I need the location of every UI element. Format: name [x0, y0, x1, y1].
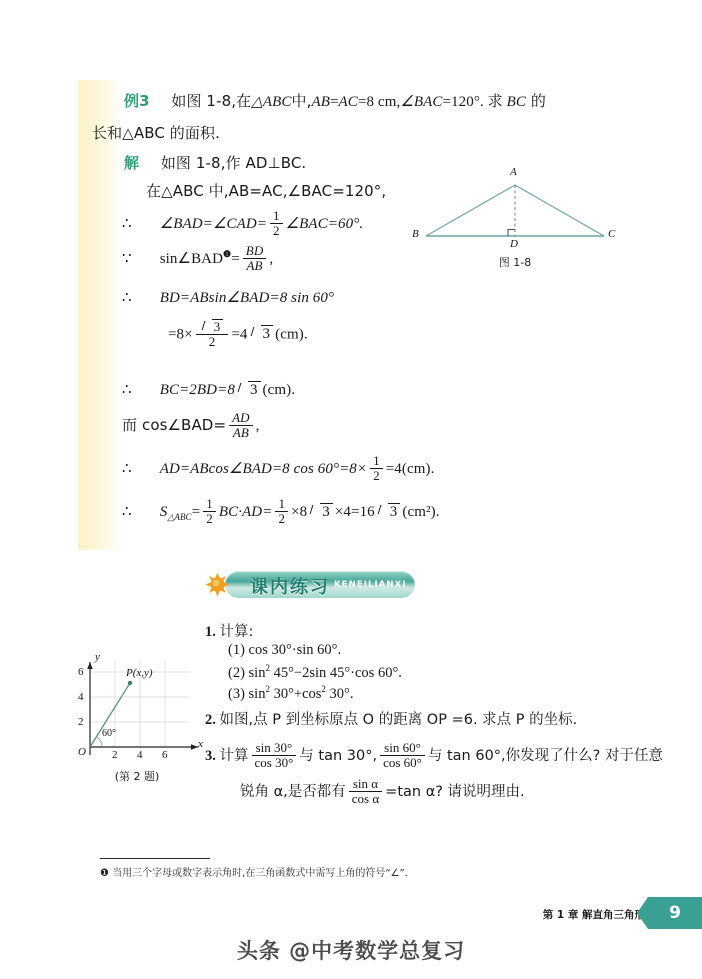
fraction-sina-cosa: [349, 777, 382, 806]
frac-den: AB: [229, 425, 253, 440]
banner-title: 课内练习: [250, 577, 330, 598]
footnote-rule: [100, 858, 210, 859]
area-eq: =: [191, 503, 201, 520]
example-line-1: [124, 90, 546, 111]
frac-num: 1: [206, 496, 213, 511]
frac-num: BD: [245, 243, 264, 258]
fraction-half-4: [275, 497, 288, 526]
bc-pre: BC=2BD=8: [159, 382, 235, 398]
label-vertex-a: A: [510, 166, 517, 178]
label-vertex-c: C: [608, 228, 616, 240]
step-cos-bad: [122, 412, 260, 441]
radical-1: [201, 319, 224, 334]
y-tick-4: 4: [78, 691, 84, 703]
exercise-1c-pre: (3) sin: [228, 685, 266, 702]
radicand: 3: [212, 319, 224, 334]
example-ac: AC: [338, 94, 358, 110]
exercise-1c-sup2: 2: [321, 684, 326, 694]
page-number: 9: [669, 903, 681, 923]
therefore-symbol-1: ∴: [122, 215, 132, 232]
step-bad-post: ∠BAC=60°.: [285, 215, 364, 232]
figure-caption: 图 1-8: [498, 256, 532, 269]
sun-icon: [205, 572, 230, 597]
footer-chapter: 第 1 章 解直角三角形: [542, 909, 645, 921]
exercise-2: [205, 708, 577, 729]
exercise-3-pre: 计算: [219, 747, 249, 764]
radicand: 3: [261, 325, 274, 343]
radical-4: [309, 503, 333, 521]
example-triangle-abc: △ABC: [251, 94, 292, 110]
graph-caption: (第 2 题): [114, 770, 160, 783]
exercise-1-number: 1.: [205, 624, 216, 640]
frac-den: AB: [243, 258, 267, 273]
exercise-3-mid-1: 与 tan 30°,: [299, 747, 378, 764]
exercise-1c: [228, 684, 353, 703]
radical-5: [377, 503, 401, 521]
exercise-1c-mid: 30°+cos: [269, 685, 322, 702]
y-tick-6: 6: [78, 666, 84, 678]
step-bd-text: BD=ABsin∠BAD=8 sin 60°: [159, 290, 335, 306]
label-vertex-b: B: [412, 228, 419, 240]
exercise-3-line-2: [240, 778, 525, 807]
exercise-3-line2-post: =tan α? 请说明理由.: [385, 783, 525, 800]
frac-den: cos 60°: [380, 755, 425, 770]
sin-bad-eq: =: [231, 250, 240, 267]
practice-banner: [205, 571, 415, 598]
ad-pre: AD=ABcos∠BAD=8 cos 60°=8×: [159, 460, 368, 477]
therefore-symbol-3: ∴: [122, 382, 132, 398]
area-mid1: BC·AD=: [218, 503, 273, 520]
y-tick-2: 2: [78, 716, 84, 728]
area-mid2: ×8: [291, 503, 308, 520]
fraction-bd-ab: [243, 244, 267, 273]
cos-bad-post: ,: [255, 417, 260, 434]
exercise-3-mid-2: 与 tan 60°,你发现了什么? 对于任意: [427, 747, 663, 764]
frac-num: 1: [273, 208, 280, 223]
x-tick-2: 2: [112, 749, 118, 761]
watermark: 头条 @中考数学总复习: [236, 939, 466, 963]
solution-line: [124, 152, 306, 173]
x-axis-label: x: [198, 738, 203, 750]
exercise-1b-sup: 2: [265, 663, 270, 673]
footnote-marker-inline: ❶: [223, 248, 232, 259]
bd-mid: =4: [231, 326, 248, 343]
step-bc: [122, 380, 295, 399]
point-p-label: P(x,y): [126, 667, 153, 679]
bd-post: (cm).: [275, 326, 308, 343]
therefore-symbol-2: ∴: [122, 290, 132, 306]
solution-label: 解: [124, 154, 140, 172]
fraction-ad-ab: [229, 411, 253, 440]
cos-bad-pre: 而 cos∠BAD=: [122, 415, 227, 434]
radical-3: [237, 381, 261, 399]
exercise-1a: (1) cos 30°·sin 60°.: [228, 642, 342, 658]
frac-den: cos α: [349, 791, 382, 806]
frac-num: sin 30°: [255, 740, 293, 755]
step-sin-bad: [122, 245, 273, 274]
step-ad: [122, 455, 434, 484]
radicand: 3: [388, 503, 401, 521]
coordinate-graph-figure: [62, 650, 212, 790]
sin-bad-post: ,: [269, 250, 274, 267]
example-text-d: 的: [525, 92, 546, 110]
exercise-1b-pre: (2) sin: [228, 664, 266, 681]
step-given: 在△ABC 中,AB=AC,∠BAC=120°,: [146, 182, 387, 200]
area-s: S: [159, 503, 168, 520]
step-area: [122, 498, 440, 527]
y-axis-label: y: [95, 651, 100, 663]
exercise-3-number: 3.: [205, 747, 216, 764]
frac-num: [196, 319, 229, 334]
exercise-1b-post: 45°−2sin 45°·cos 60°.: [269, 664, 402, 681]
footnote: [100, 864, 408, 879]
frac-num: 1: [373, 453, 380, 468]
example-angle-bac: ∠BAC: [400, 94, 443, 110]
ad-post: =4(cm).: [385, 460, 435, 477]
x-tick-4: 4: [137, 749, 143, 761]
area-post: (cm²).: [402, 503, 440, 520]
frac-den: cos 30°: [252, 755, 297, 770]
footnote-text: 当用三个字母或数字表示角时,在三角函数式中需写上角的符号“∠”.: [112, 868, 408, 879]
exercise-1-text: 计算:: [219, 624, 254, 640]
frac-den: 2: [370, 468, 383, 483]
frac-num: AD: [232, 410, 250, 425]
frac-den: 2: [270, 223, 283, 238]
exercise-2-text: 如图,点 P 到坐标原点 O 的距离 OP =6. 求点 P 的坐标.: [219, 712, 578, 728]
example-eq1: =: [329, 94, 339, 110]
fraction-half-3: [203, 497, 216, 526]
x-tick-6: 6: [162, 749, 168, 761]
example-text-a: 如图 1-8,在: [171, 92, 252, 110]
example-text-c: =120°. 求: [442, 94, 507, 110]
sin-bad-pre: sin∠BAD: [159, 250, 224, 267]
area-mid3: ×4=16: [334, 503, 375, 520]
step-bd: [122, 288, 334, 307]
step-bad-pre: ∠BAD=∠CAD=: [159, 215, 268, 232]
banner-pinyin: KENEILIANXI: [334, 580, 407, 590]
because-symbol-1: ∵: [122, 250, 132, 267]
fraction-half-2: [370, 454, 383, 483]
exercise-1c-sup1: 2: [265, 684, 270, 694]
fraction-half-1: [270, 209, 283, 238]
frac-den: 2: [196, 334, 229, 349]
exercise-1c-post: 30°.: [325, 685, 354, 702]
exercise-1b: [228, 663, 402, 682]
bc-post: (cm).: [262, 382, 296, 398]
step-bd-value: [168, 320, 308, 350]
frac-num: 1: [278, 496, 286, 511]
frac-den: 2: [275, 511, 288, 526]
example-line-2: 长和△ABC 的面积.: [92, 124, 220, 142]
area-subscript: △ABC: [167, 511, 192, 522]
radicand: 3: [248, 381, 261, 399]
label-vertex-d: D: [510, 238, 518, 250]
fraction-sqrt3-2: [196, 319, 229, 349]
frac-den: 2: [203, 511, 216, 526]
therefore-symbol-5: ∴: [122, 503, 132, 520]
exercise-1: [205, 620, 253, 641]
step-bad-cad: [122, 210, 363, 239]
figure-1-8: [404, 168, 626, 278]
angle-60-label: 60°: [102, 728, 116, 739]
frac-num: sin α: [352, 776, 379, 791]
example-bc: BC: [506, 94, 526, 110]
frac-num: sin 60°: [384, 740, 421, 755]
example-text-b: 中,: [291, 92, 312, 110]
footnote-marker: ❶: [100, 868, 109, 879]
exercise-3-line-1: [205, 742, 663, 771]
solution-text: 如图 1-8,作 AD⊥BC.: [160, 154, 307, 172]
fraction-sin30-cos30: [252, 741, 297, 770]
example-eq2: =8 cm,: [357, 94, 401, 110]
fraction-sin60-cos60: [380, 741, 425, 770]
exercise-2-number: 2.: [205, 712, 216, 728]
radicand: 3: [320, 503, 333, 521]
therefore-symbol-4: ∴: [122, 460, 132, 477]
bd-pre: =8×: [168, 326, 193, 343]
origin-label: O: [78, 746, 86, 758]
example-ab: AB: [311, 94, 330, 110]
example-highlight-band: [78, 80, 124, 550]
example-label: 例3: [124, 92, 150, 110]
radical-2: [250, 325, 274, 343]
exercise-3-line2-pre: 锐角 α,是否都有: [240, 783, 346, 800]
